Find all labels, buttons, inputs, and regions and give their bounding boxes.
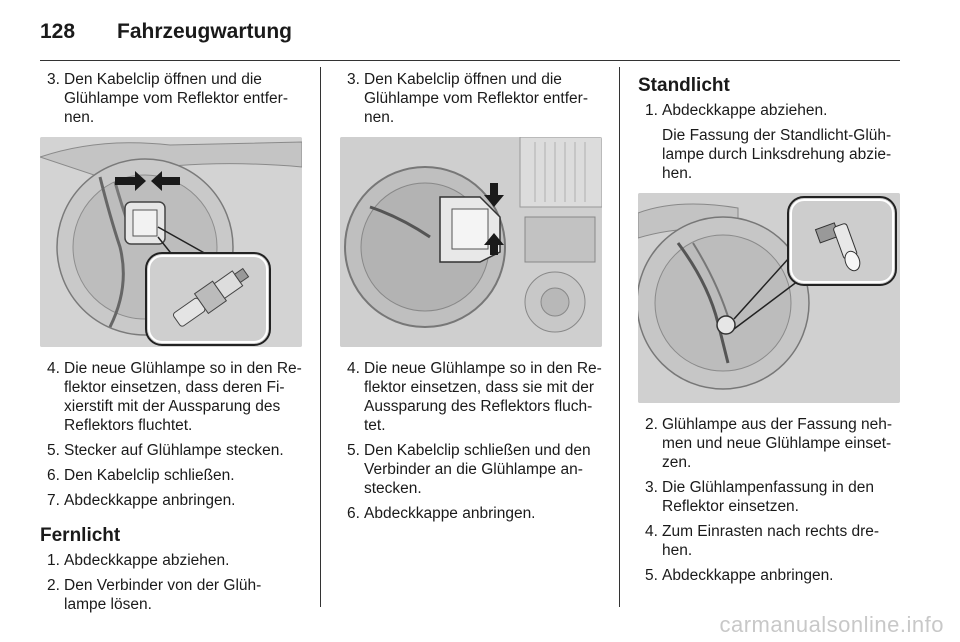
step-text: Glühlampe aus der Fassung neh-men und neue Glühlampe einset-zen. [662, 416, 893, 471]
list-item [638, 478, 900, 516]
step-text: Den Kabelclip schließen und den Verbinder an die Glühlampe an-stecken. [364, 442, 591, 497]
step-number: 4. [47, 360, 60, 377]
illustration-bulb-removal [40, 137, 302, 347]
list-item [340, 504, 602, 523]
step-text: Abdeckkappe anbringen. [662, 567, 834, 584]
steps-list [340, 359, 602, 523]
illustration-parking-light [638, 193, 900, 403]
step-number: 3. [47, 71, 60, 88]
list-item [40, 551, 302, 570]
step-text: Die neue Glühlampe so in den Re-flektor einsetzen, dass deren Fi-xierstift mit der Aussparung des Reflektors fluchtet. [64, 360, 302, 434]
column-divider-1 [320, 67, 321, 607]
list-item [638, 522, 900, 560]
list-item [340, 359, 602, 435]
step-number: 6. [47, 467, 60, 484]
step-text: Den Kabelclip öffnen und die Glühlampe vom Reflektor entfer-nen. [364, 71, 588, 126]
list-item [340, 441, 602, 498]
list-item [40, 491, 302, 510]
list-item [40, 466, 302, 485]
list-item [40, 576, 302, 614]
step-number: 3. [645, 479, 658, 496]
step-number: 6. [347, 505, 360, 522]
step-subtext: Die Fassung der Standlicht-Glüh-lampe durch Linksdrehung abzie-hen. [662, 127, 892, 182]
section-heading: Fernlicht [40, 525, 121, 546]
section-heading: Standlicht [638, 75, 730, 96]
list-item [40, 359, 302, 435]
column-2 [340, 70, 602, 529]
step-number: 5. [645, 567, 658, 584]
steps-list [40, 359, 302, 510]
steps-list [638, 101, 900, 183]
steps-list [340, 70, 602, 127]
illustration-reflector [340, 137, 602, 347]
step-number: 5. [47, 442, 60, 459]
steps-list [40, 70, 302, 127]
list-item [40, 441, 302, 460]
step-number: 2. [47, 577, 60, 594]
list-item [638, 415, 900, 472]
watermark: carmanualsonline.info [719, 612, 944, 637]
page-number: 128 [40, 20, 76, 43]
step-number: 4. [347, 360, 360, 377]
steps-list [40, 551, 302, 614]
step-text: Abdeckkappe abziehen. [64, 552, 230, 569]
step-text: Abdeckkappe abziehen. [662, 102, 828, 119]
step-number: 1. [47, 552, 60, 569]
list-item [638, 566, 900, 585]
step-number: 2. [645, 416, 658, 433]
step-text: Stecker auf Glühlampe stecken. [64, 442, 284, 459]
step-text: Abdeckkappe anbringen. [64, 492, 236, 509]
step-number: 3. [347, 71, 360, 88]
step-text: Den Kabelclip schließen. [64, 467, 235, 484]
page-header [40, 12, 900, 56]
step-text: Die neue Glühlampe so in den Re-flektor einsetzen, dass sie mit der Aussparung des Reflektors fluch-tet. [364, 360, 602, 434]
step-number: 1. [645, 102, 658, 119]
step-number: 4. [645, 523, 658, 540]
step-number: 5. [347, 442, 360, 459]
step-text: Den Kabelclip öffnen und die Glühlampe vom Reflektor entfer-nen. [64, 71, 288, 126]
header-divider [40, 60, 900, 61]
step-text: Zum Einrasten nach rechts dre-hen. [662, 523, 880, 559]
column-divider-2 [619, 67, 620, 607]
column-1 [40, 70, 302, 620]
column-3 [638, 76, 900, 591]
step-number: 7. [47, 492, 60, 509]
page-title: Fahrzeugwartung [117, 20, 293, 43]
steps-list [638, 415, 900, 585]
list-item [40, 70, 302, 127]
step-text: Die Glühlampenfassung in den Reflektor einsetzen. [662, 479, 874, 515]
list-item [638, 101, 900, 183]
list-item [340, 70, 602, 127]
step-text: Den Verbinder von der Glüh-lampe lösen. [64, 577, 262, 613]
step-text: Abdeckkappe anbringen. [364, 505, 536, 522]
